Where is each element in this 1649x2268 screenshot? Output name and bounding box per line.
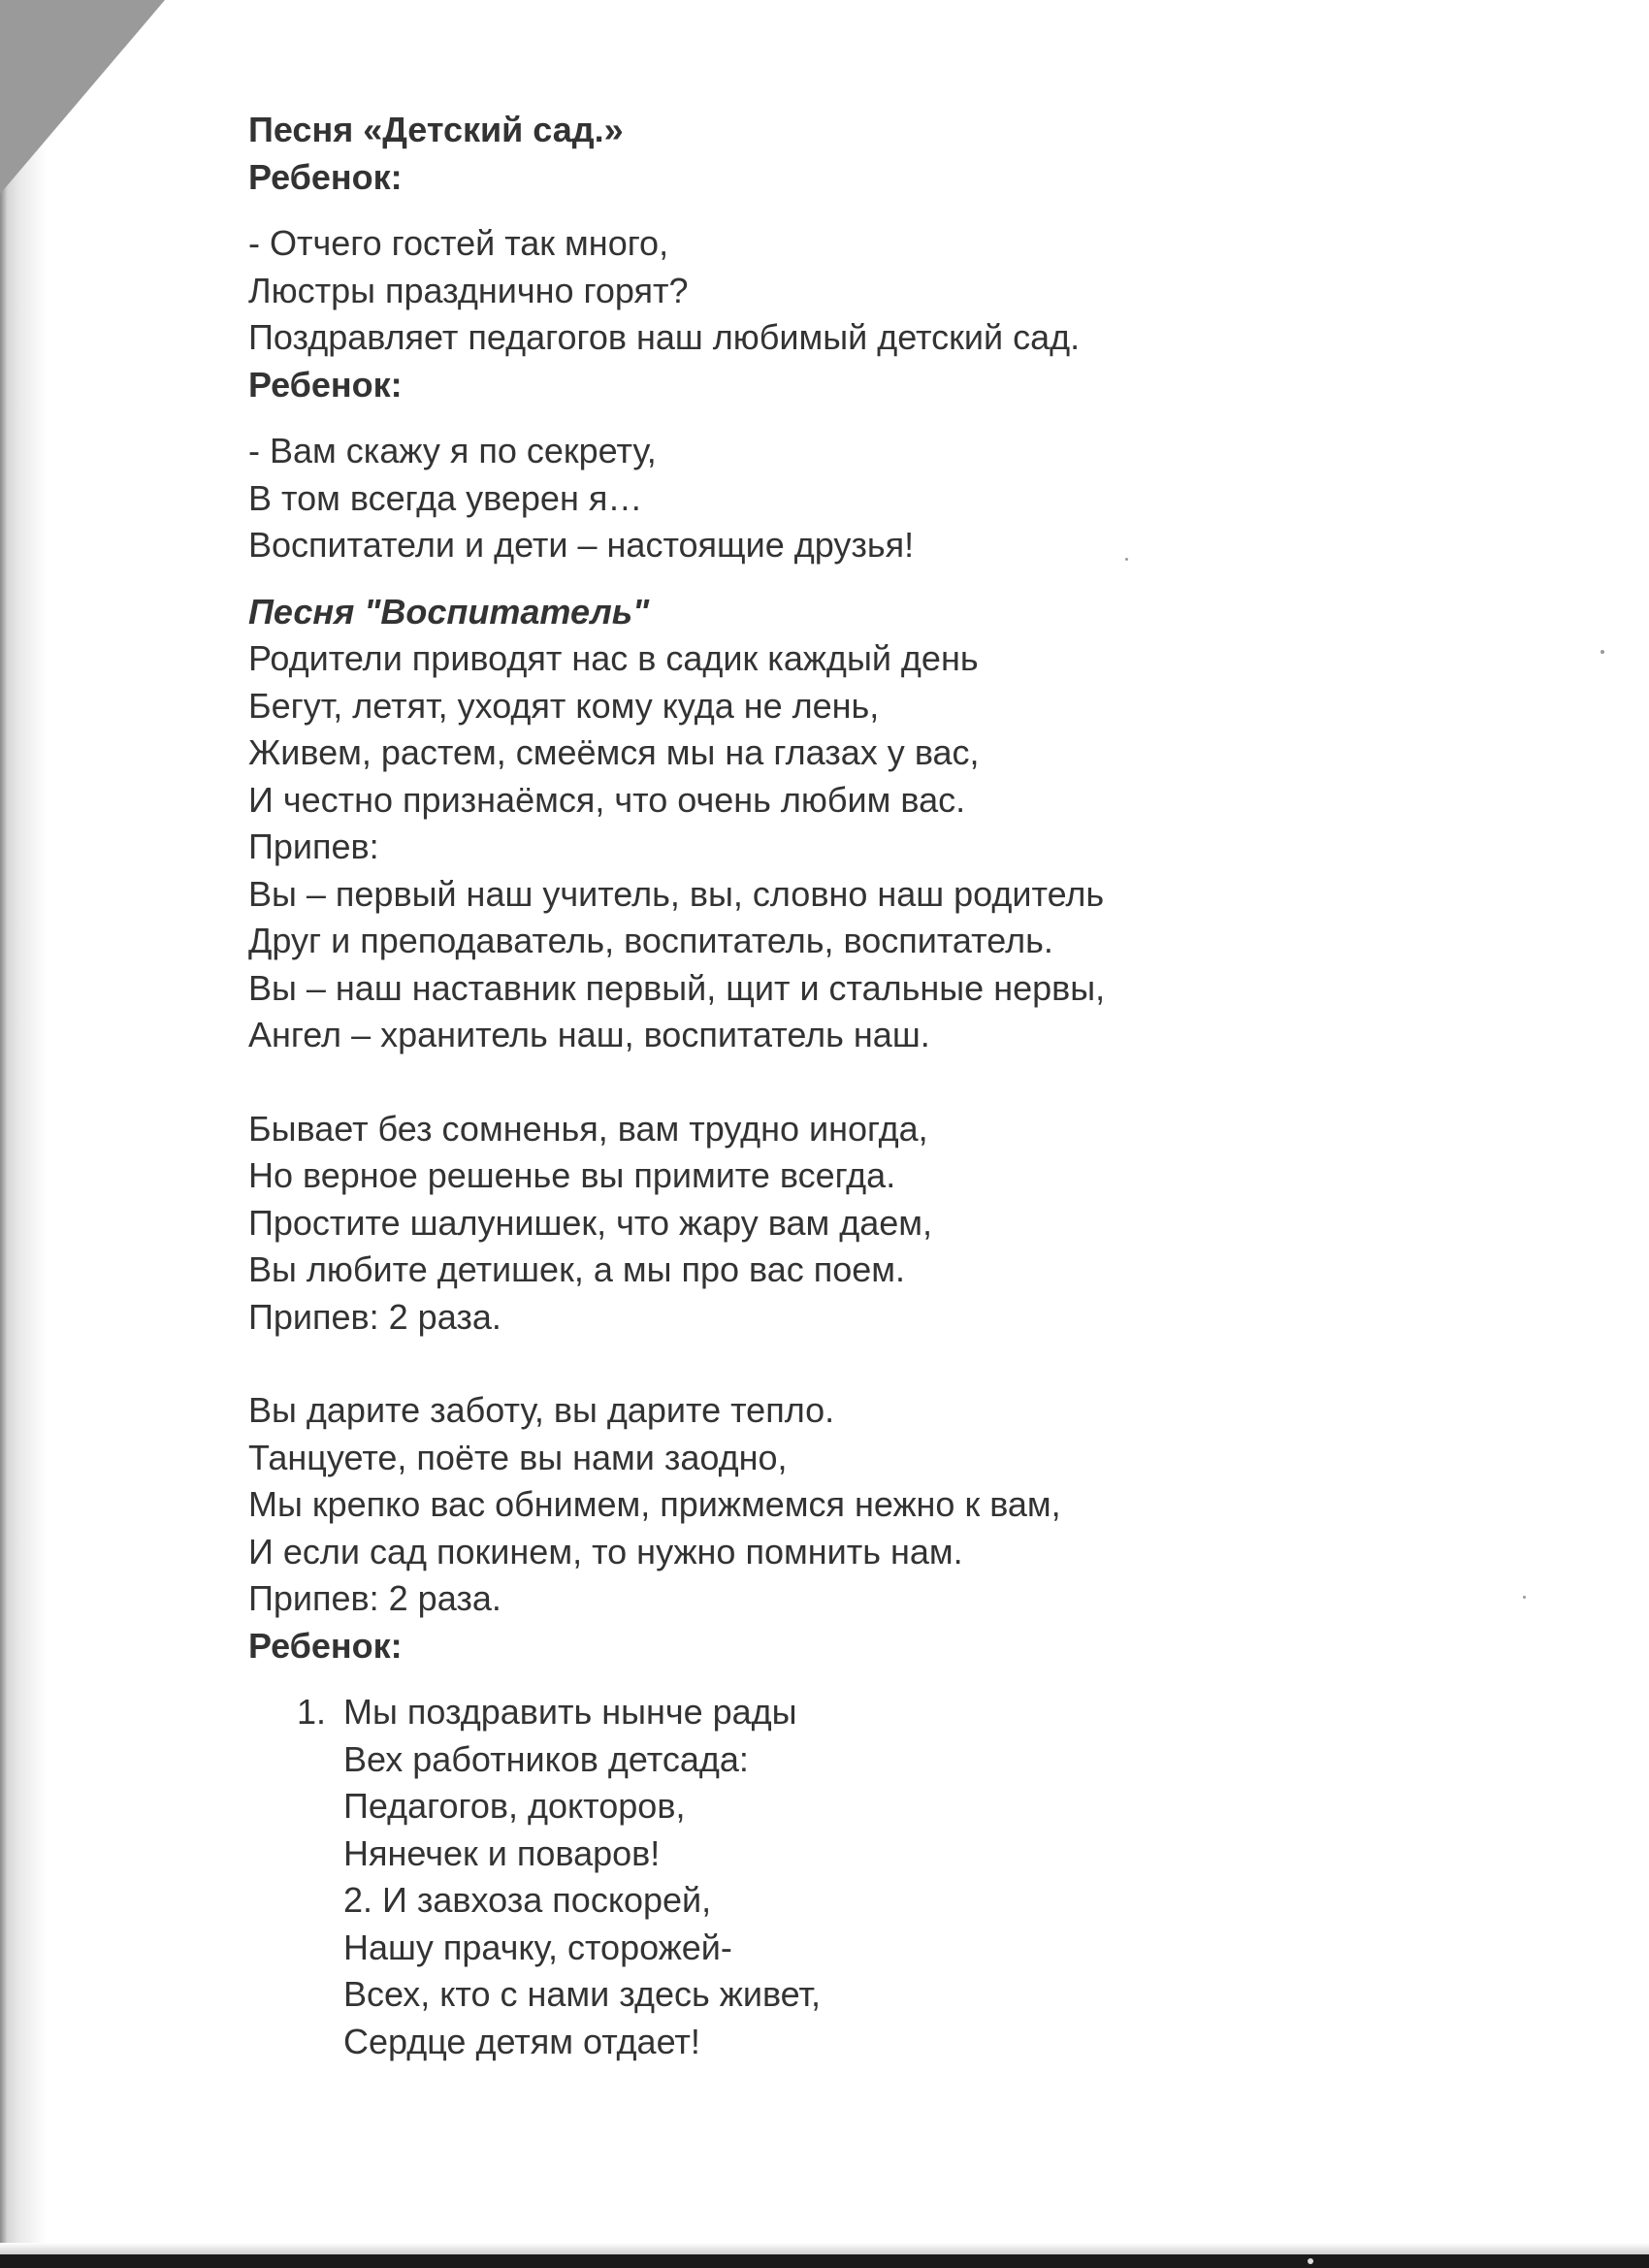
poem-line: Вех работников детсада: bbox=[343, 1738, 749, 1779]
poem-line: Всех, кто с нами здесь живет, bbox=[343, 1974, 822, 2014]
speaker-label: Ребенок: bbox=[248, 1625, 403, 1666]
song-line: Простите шалунишек, что жару вам даем, bbox=[248, 1202, 933, 1243]
spacer bbox=[248, 1059, 1412, 1106]
poem-line: Педагогов, докторов, bbox=[343, 1786, 686, 1826]
poem-line: В том всегда уверен я… bbox=[248, 477, 643, 518]
song-line: Бегут, летят, уходят кому куда не лень, bbox=[248, 685, 880, 726]
scan-speck bbox=[1523, 1596, 1526, 1599]
scan-left-edge bbox=[0, 0, 8, 2268]
song-line: И честно признаёмся, что очень любим вас. bbox=[248, 779, 966, 820]
speaker-label: Ребенок: bbox=[248, 156, 403, 197]
poem-line: Воспитатели и дети – настоящие друзья! bbox=[248, 525, 915, 565]
song-line: Мы крепко вас обнимем, прижмемся нежно к вам, bbox=[248, 1484, 1061, 1524]
spacer bbox=[248, 201, 1412, 220]
list-number: 1. bbox=[297, 1692, 327, 1732]
song-line: Вы дарите заботу, вы дарите тепло. bbox=[248, 1390, 835, 1430]
spacer bbox=[248, 408, 1412, 428]
spacer bbox=[248, 1669, 1412, 1689]
poem-line: 2. И завхоза поскорей, bbox=[343, 1880, 712, 1920]
poem-line: Сердце детям отдает! bbox=[343, 2021, 700, 2061]
chorus-refrain: Припев: 2 раза. bbox=[248, 1578, 501, 1618]
song-line: Но верное решенье вы примите всегда. bbox=[248, 1155, 896, 1195]
spacer bbox=[248, 1341, 1412, 1387]
poem-line: Мы поздравить нынче рады bbox=[343, 1692, 797, 1732]
song-line: Вы любите детишек, а мы про вас поем. bbox=[248, 1249, 906, 1289]
song-line: И если сад покинем, то нужно помнить нам. bbox=[248, 1531, 963, 1571]
poem-line: Люстры празднично горят? bbox=[248, 270, 689, 310]
song-line: Родители приводят нас в садик каждый день bbox=[248, 638, 979, 678]
speaker-label: Ребенок: bbox=[248, 364, 403, 405]
scan-bottom-edge bbox=[0, 2254, 1649, 2268]
scan-speck bbox=[1308, 2258, 1313, 2264]
numbered-list bbox=[297, 1689, 1412, 2065]
document-title: Песня «Детский сад.» bbox=[248, 110, 624, 149]
scan-bottom-shadow bbox=[0, 2243, 1649, 2254]
poem-line: - Вам скажу я по секрету, bbox=[248, 431, 657, 470]
chorus-line: Вы – наш наставник первый, щит и стальные нервы, bbox=[248, 967, 1106, 1008]
song-title: Песня "Воспитатель" bbox=[248, 591, 650, 632]
chorus-line: Друг и преподаватель, воспитатель, воспитатель. bbox=[248, 921, 1053, 960]
song-line: Танцуете, поёте вы нами заодно, bbox=[248, 1437, 788, 1477]
chorus-line: Ангел – хранитель наш, воспитатель наш. bbox=[248, 1015, 930, 1054]
chorus-refrain: Припев: 2 раза. bbox=[248, 1296, 501, 1337]
spacer bbox=[248, 569, 1412, 589]
poem-line: Нашу прачку, сторожей- bbox=[343, 1927, 732, 1967]
poem-line: Нянечек и поваров! bbox=[343, 1832, 661, 1873]
song-line: Бывает без сомненья, вам трудно иногда, bbox=[248, 1108, 928, 1149]
poem-line: - Отчего гостей так много, bbox=[248, 223, 669, 263]
scan-folded-corner bbox=[0, 0, 165, 194]
list-item-lines bbox=[343, 1689, 821, 2065]
document-body bbox=[248, 107, 1412, 2065]
poem-line: Поздравляет педагогов наш любимый детский сад. bbox=[248, 317, 1081, 357]
chorus-label: Припев: bbox=[248, 826, 379, 866]
song-line: Живем, растем, смеёмся мы на глазах у вас, bbox=[248, 732, 980, 772]
chorus-line: Вы – первый наш учитель, вы, словно наш родитель bbox=[248, 873, 1105, 914]
list-item bbox=[297, 1689, 1412, 2065]
scan-speck bbox=[1600, 650, 1604, 654]
